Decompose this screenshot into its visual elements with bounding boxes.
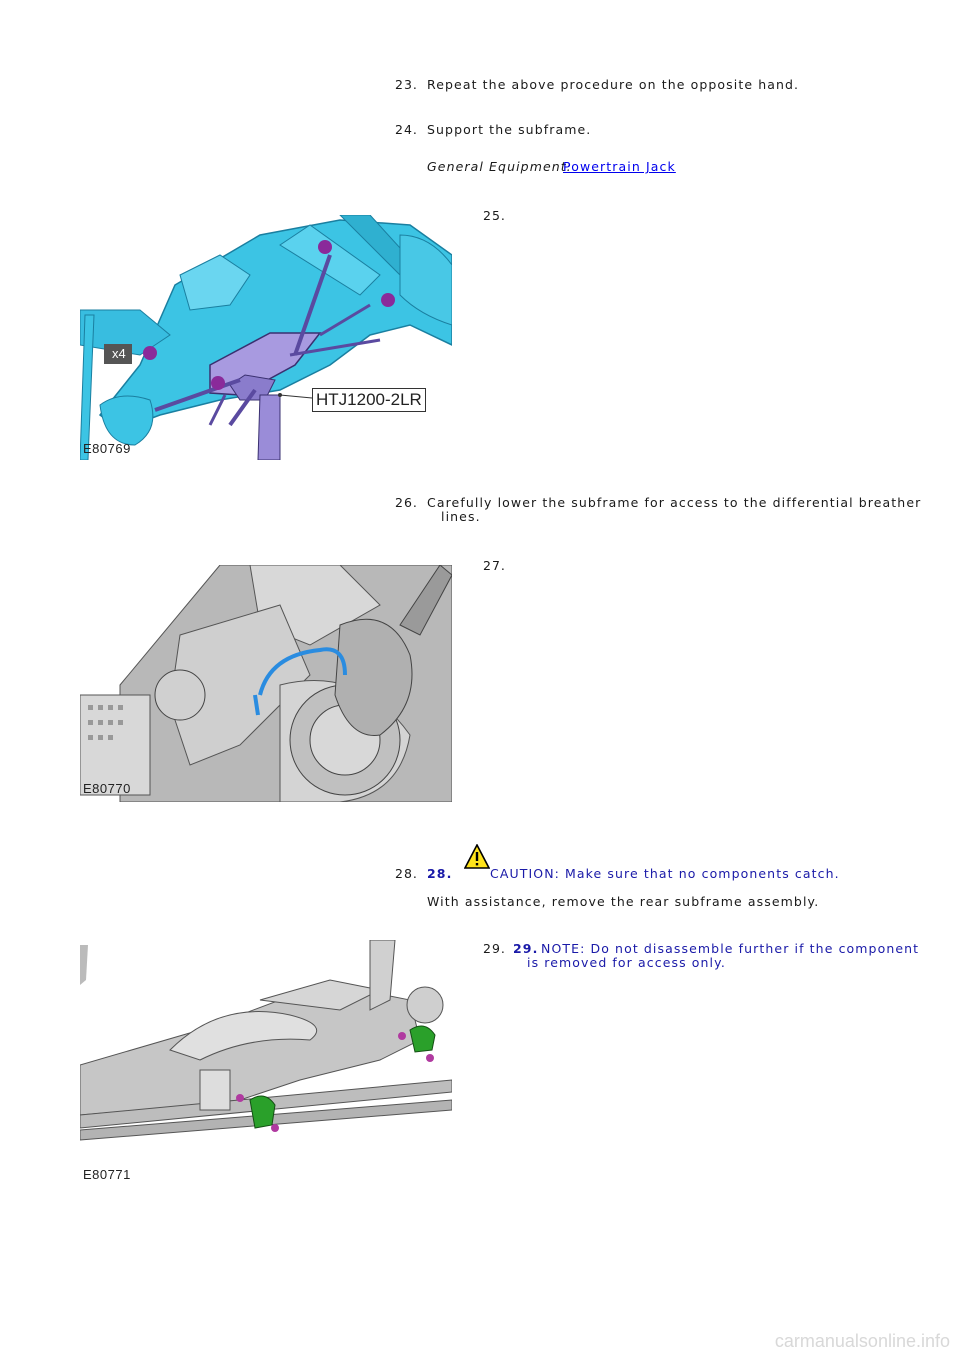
figure-label: E80771 bbox=[83, 1167, 131, 1182]
figure-e80770 bbox=[80, 565, 452, 802]
step-28-inline-number: 28. bbox=[427, 866, 453, 881]
step-25-number: 25. bbox=[483, 208, 506, 223]
caution-warning-icon bbox=[464, 844, 490, 870]
step-29-inline-number: 29. bbox=[513, 941, 539, 956]
powertrain-jack-link[interactable]: Powertrain Jack bbox=[563, 159, 676, 174]
step-27-number: 27. bbox=[483, 558, 506, 573]
note-line2: is removed for access only. bbox=[527, 955, 726, 970]
note-line1: NOTE: Do not disassemble further if the component bbox=[541, 941, 920, 956]
general-equipment-label: General Equipment: bbox=[427, 159, 573, 174]
step-26-line1: Carefully lower the subframe for access to the differential breather bbox=[427, 495, 922, 510]
step-28-text: With assistance, remove the rear subframe assembly. bbox=[427, 894, 820, 909]
figure-label: E80770 bbox=[83, 781, 131, 796]
quantity-callout: x4 bbox=[104, 344, 132, 364]
step-26-number: 26. bbox=[395, 495, 418, 510]
figure-label: E80769 bbox=[83, 441, 131, 456]
figure-e80769 bbox=[80, 215, 452, 460]
step-23-text: Repeat the above procedure on the opposite hand. bbox=[427, 77, 800, 92]
step-29-number: 29. bbox=[483, 941, 506, 956]
subframe-jack-illustration bbox=[80, 215, 452, 460]
step-23-number: 23. bbox=[395, 77, 418, 92]
tool-callout: HTJ1200-2LR bbox=[312, 388, 426, 412]
rear-subframe-illustration bbox=[80, 940, 452, 1185]
caution-text: CAUTION: Make sure that no components catch. bbox=[490, 866, 840, 881]
step-24-number: 24. bbox=[395, 122, 418, 137]
step-28-number: 28. bbox=[395, 866, 418, 881]
step-26-line2: lines. bbox=[441, 509, 481, 524]
step-24-text: Support the subframe. bbox=[427, 122, 592, 137]
differential-breather-illustration bbox=[80, 565, 452, 802]
figure-e80771 bbox=[80, 940, 452, 1185]
footer-watermark: carmanualsonline.info bbox=[774, 1331, 950, 1351]
